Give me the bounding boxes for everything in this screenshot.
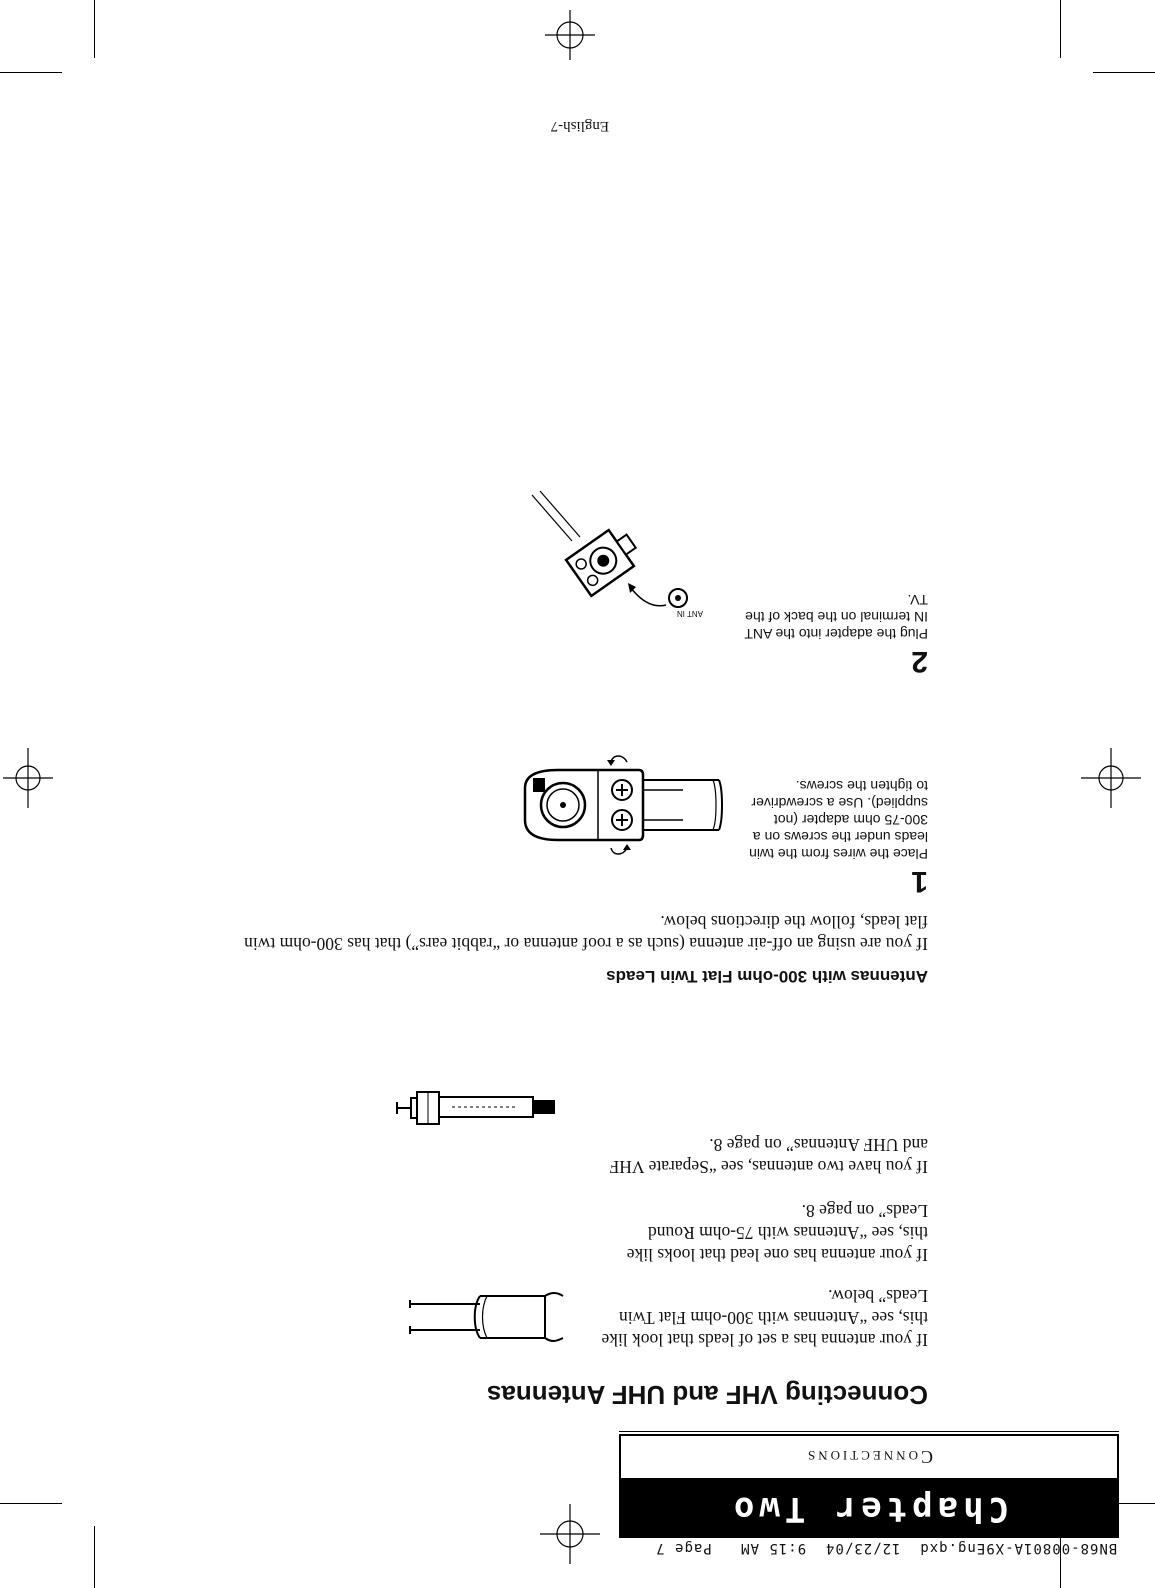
crop-mark	[1060, 0, 1061, 58]
intro-two-antennas: If you have two antennas, see “Separate VHF and UHF Antennas” on page 8.	[609, 1135, 928, 1177]
chapter-title-bar: Chapter Two	[619, 1480, 1119, 1538]
header-rule	[619, 1431, 1119, 1432]
flat-twin-lead-illustration	[405, 1288, 565, 1348]
ant-in-label: ANT IN	[676, 609, 703, 618]
crop-mark	[0, 72, 62, 73]
crop-mark	[94, 0, 95, 58]
registration-mark-icon	[545, 10, 595, 60]
subsection-heading: Antennas with 300-ohm Flat Twin Leads	[606, 967, 928, 986]
round-coax-lead-illustration	[395, 1088, 555, 1128]
step-1-number: 1	[911, 865, 928, 898]
step-1-text: Place the wires from the twin leads under the screws on a 300-75 ohm adapter (not supplied). Use a screwdriver to tighten the screws.	[749, 778, 928, 862]
screw-terminal-adapter-illustration	[513, 740, 723, 850]
slug-time: 9:15 AM	[740, 1540, 807, 1556]
slug-page: Page 7	[655, 1540, 712, 1556]
intro-twin-leads: If your antenna has a set of leads that look like this, see “Antennas with 300-ohm Flat Twin Leads” below.	[601, 1286, 928, 1350]
registration-mark-icon	[540, 1504, 600, 1564]
intro-round-leads: If your antenna has one lead that looks like this, see “Antennas with 75-ohm Round Leads” on page 8.	[626, 1201, 928, 1265]
step-2-text: Plug the adapter into the ANT IN terminal on the back of the TV.	[744, 592, 928, 642]
page-title: Connecting VHF and UHF Antennas	[486, 1380, 928, 1410]
subsection-intro: If you are using an off-air antenna (such as a roof antenna or “rabbit ears”) that has 300-ohm twin flat leads, follow the directions below.	[244, 912, 928, 954]
adapter-into-ant-in-illustration	[520, 483, 700, 633]
step-2-number: 2	[911, 645, 928, 678]
slug-date: 12/23/04	[824, 1540, 901, 1556]
crop-mark	[0, 1503, 62, 1504]
registration-mark-icon	[3, 748, 53, 808]
crop-mark	[94, 1526, 95, 1588]
registration-mark-icon	[1081, 748, 1141, 808]
slug-filename: BN68-00801A-X9Eng.qxd	[919, 1540, 1118, 1556]
crop-mark	[1093, 72, 1155, 73]
page-number: English-7	[550, 118, 609, 134]
section-label: Connections	[619, 1434, 1119, 1480]
